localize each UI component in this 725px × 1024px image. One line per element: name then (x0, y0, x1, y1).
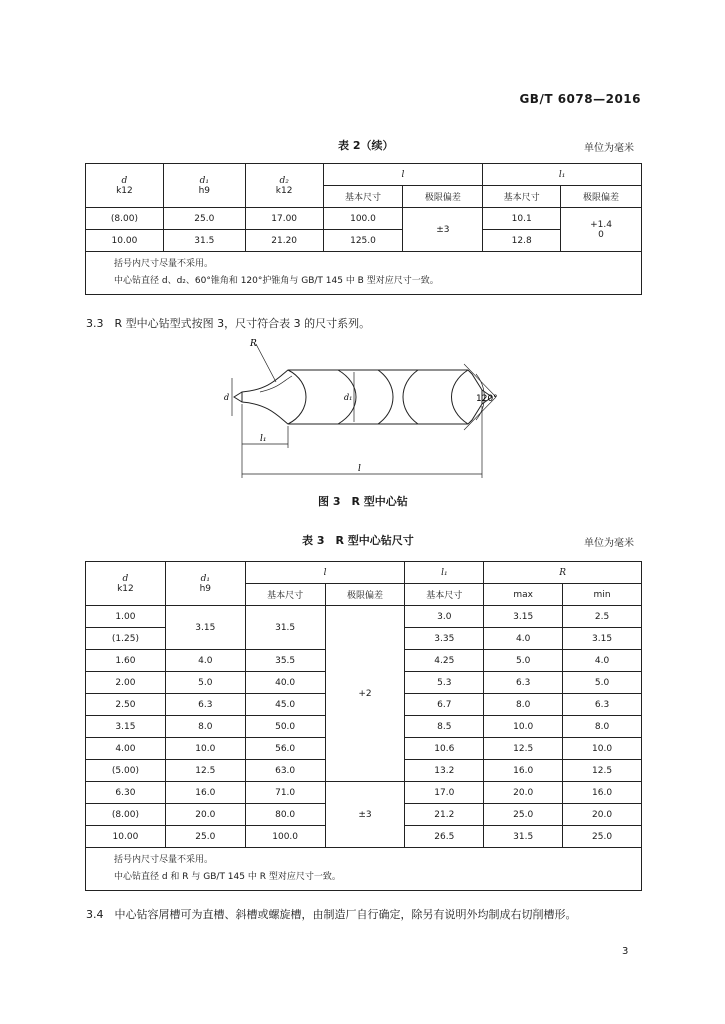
t3-head-d: d k12 (86, 562, 166, 606)
table-row (86, 606, 642, 628)
table-cell: 31.5 (484, 826, 563, 848)
standard-number: GB/T 6078—2016 (519, 92, 641, 106)
table-cell: 10.0 (563, 738, 642, 760)
table-cell: 10.00 (86, 230, 164, 252)
t2-head-l: l (323, 164, 483, 186)
table-cell: 12.8 (483, 230, 561, 252)
table-cell: 4.0 (165, 650, 245, 672)
table-cell: 20.0 (165, 804, 245, 826)
table-cell: 4.25 (405, 650, 484, 672)
table-cell: 12.5 (165, 760, 245, 782)
table-cell: 10.6 (405, 738, 484, 760)
table-cell: ±3 (403, 208, 483, 252)
table-cell: ±3 (325, 782, 405, 848)
table-cell: 25.0 (165, 826, 245, 848)
table-cell: (5.00) (86, 760, 166, 782)
table-cell: (8.00) (86, 804, 166, 826)
table-cell: 5.0 (165, 672, 245, 694)
table-cell: 3.15 (165, 606, 245, 650)
table-cell: 8.0 (484, 694, 563, 716)
table-cell: 10.00 (86, 826, 166, 848)
table-cell: 5.0 (563, 672, 642, 694)
table-cell: 5.0 (484, 650, 563, 672)
table-cell: 56.0 (245, 738, 325, 760)
table-cell: 25.0 (163, 208, 245, 230)
table3-notes (86, 848, 642, 891)
table-cell: 10.1 (483, 208, 561, 230)
table-cell: 3.35 (405, 628, 484, 650)
table-cell: 3.15 (563, 628, 642, 650)
figure3-label-d1: d₁ (344, 393, 353, 402)
table-cell: 17.0 (405, 782, 484, 804)
page-number: 3 (622, 946, 629, 957)
paragraph-3-3: 3.3 R 型中心钻型式按图 3，尺寸符合表 3 的尺寸系列。 (86, 317, 371, 330)
table-cell: 8.0 (563, 716, 642, 738)
table-cell: (8.00) (86, 208, 164, 230)
table-cell: 16.0 (165, 782, 245, 804)
note-line: 中心钻直径 d 和 R 与 GB/T 145 中 R 型对应尺寸一致。 (114, 872, 341, 882)
table-cell: 100.0 (245, 826, 325, 848)
t2-head-l-basic: 基本尺寸 (323, 186, 403, 208)
t3-head-r-min: min (563, 584, 642, 606)
table-cell: 6.3 (484, 672, 563, 694)
table-cell: 40.0 (245, 672, 325, 694)
note-line: 括号内尺寸尽量不采用。 (114, 259, 214, 269)
t2-head-l1-dev: 极限偏差 (561, 186, 642, 208)
figure3-caption: 图 3 R 型中心钻 (318, 495, 408, 508)
figure3-label-l: l (358, 464, 361, 474)
table-cell: 125.0 (323, 230, 403, 252)
t2-head-d2: d₂ k12 (245, 164, 323, 208)
table2 (85, 163, 642, 295)
note-line: 中心钻直径 d、d₂、60°锥角和 120°护锥角与 GB/T 145 中 B 型对应尺寸一致。 (114, 276, 439, 286)
table-cell: 63.0 (245, 760, 325, 782)
table-cell: 8.5 (405, 716, 484, 738)
t2-head-d: d k12 (86, 164, 164, 208)
t3-head-r-max: max (484, 584, 563, 606)
table-cell: +1.4 0 (561, 208, 642, 252)
table-cell: 31.5 (163, 230, 245, 252)
table-cell: 1.60 (86, 650, 166, 672)
table-cell: 12.5 (484, 738, 563, 760)
table-cell: 4.0 (563, 650, 642, 672)
table-cell: +2 (325, 606, 405, 782)
table-cell: 2.00 (86, 672, 166, 694)
table2-notes (86, 252, 642, 295)
table-cell: 21.20 (245, 230, 323, 252)
table-cell: 35.5 (245, 650, 325, 672)
t3-head-d1: d₁ h9 (165, 562, 245, 606)
table2-unit: 单位为毫米 (584, 143, 634, 154)
table-cell: 2.50 (86, 694, 166, 716)
table-cell: 6.30 (86, 782, 166, 804)
table-cell: (1.25) (86, 628, 166, 650)
table-cell: 25.0 (484, 804, 563, 826)
t3-head-r: R (484, 562, 642, 584)
note-line: 括号内尺寸尽量不采用。 (114, 855, 214, 865)
table-cell: 4.00 (86, 738, 166, 760)
paragraph-3-4: 3.4 中心钻容屑槽可为直槽、斜槽或螺旋槽，由制造厂自行确定，除另有说明外均制成右切削槽形。 (86, 908, 577, 921)
table-cell: 31.5 (245, 606, 325, 650)
table-row (86, 782, 642, 804)
table-cell: 45.0 (245, 694, 325, 716)
table-row (86, 230, 642, 252)
table2-caption: 表 2（续） (338, 139, 394, 152)
table-cell: 26.5 (405, 826, 484, 848)
t2-head-d1: d₁ h9 (163, 164, 245, 208)
table-cell: 2.5 (563, 606, 642, 628)
table-cell: 3.15 (86, 716, 166, 738)
table-cell: 50.0 (245, 716, 325, 738)
t2-head-l1-basic: 基本尺寸 (483, 186, 561, 208)
t3-head-l-basic: 基本尺寸 (245, 584, 325, 606)
figure3-drawing (220, 338, 510, 488)
table3 (85, 561, 642, 891)
table-cell: 16.0 (484, 760, 563, 782)
table-cell: 17.00 (245, 208, 323, 230)
figure3-label-d: d (224, 393, 230, 402)
table-cell: 13.2 (405, 760, 484, 782)
table-cell: 80.0 (245, 804, 325, 826)
table-cell: 12.5 (563, 760, 642, 782)
figure3-label-angle: 120° (476, 394, 498, 404)
table3-unit: 单位为毫米 (584, 538, 634, 549)
table3-caption: 表 3 R 型中心钻尺寸 (302, 534, 414, 547)
table-cell: 3.0 (405, 606, 484, 628)
table-cell: 71.0 (245, 782, 325, 804)
table-cell: 1.00 (86, 606, 166, 628)
table-cell: 20.0 (563, 804, 642, 826)
t3-head-l-dev: 极限偏差 (325, 584, 405, 606)
t2-head-l1: l₁ (483, 164, 642, 186)
table-cell: 21.2 (405, 804, 484, 826)
table-cell: 25.0 (563, 826, 642, 848)
t3-head-l1-basic: 基本尺寸 (405, 584, 484, 606)
t2-head-l-dev: 极限偏差 (403, 186, 483, 208)
table-cell: 10.0 (484, 716, 563, 738)
table-cell: 10.0 (165, 738, 245, 760)
table-cell: 6.3 (165, 694, 245, 716)
table-cell: 4.0 (484, 628, 563, 650)
t3-head-l: l (245, 562, 405, 584)
table-cell: 5.3 (405, 672, 484, 694)
figure3-label-r: R (250, 339, 257, 349)
t3-head-l1: l₁ (405, 562, 484, 584)
table-cell: 100.0 (323, 208, 403, 230)
table-cell: 6.3 (563, 694, 642, 716)
table-cell: 16.0 (563, 782, 642, 804)
table-cell: 8.0 (165, 716, 245, 738)
table-cell: 20.0 (484, 782, 563, 804)
table-cell: 6.7 (405, 694, 484, 716)
table-row (86, 208, 642, 230)
table-cell: 3.15 (484, 606, 563, 628)
figure3-label-l1: l₁ (260, 434, 267, 444)
